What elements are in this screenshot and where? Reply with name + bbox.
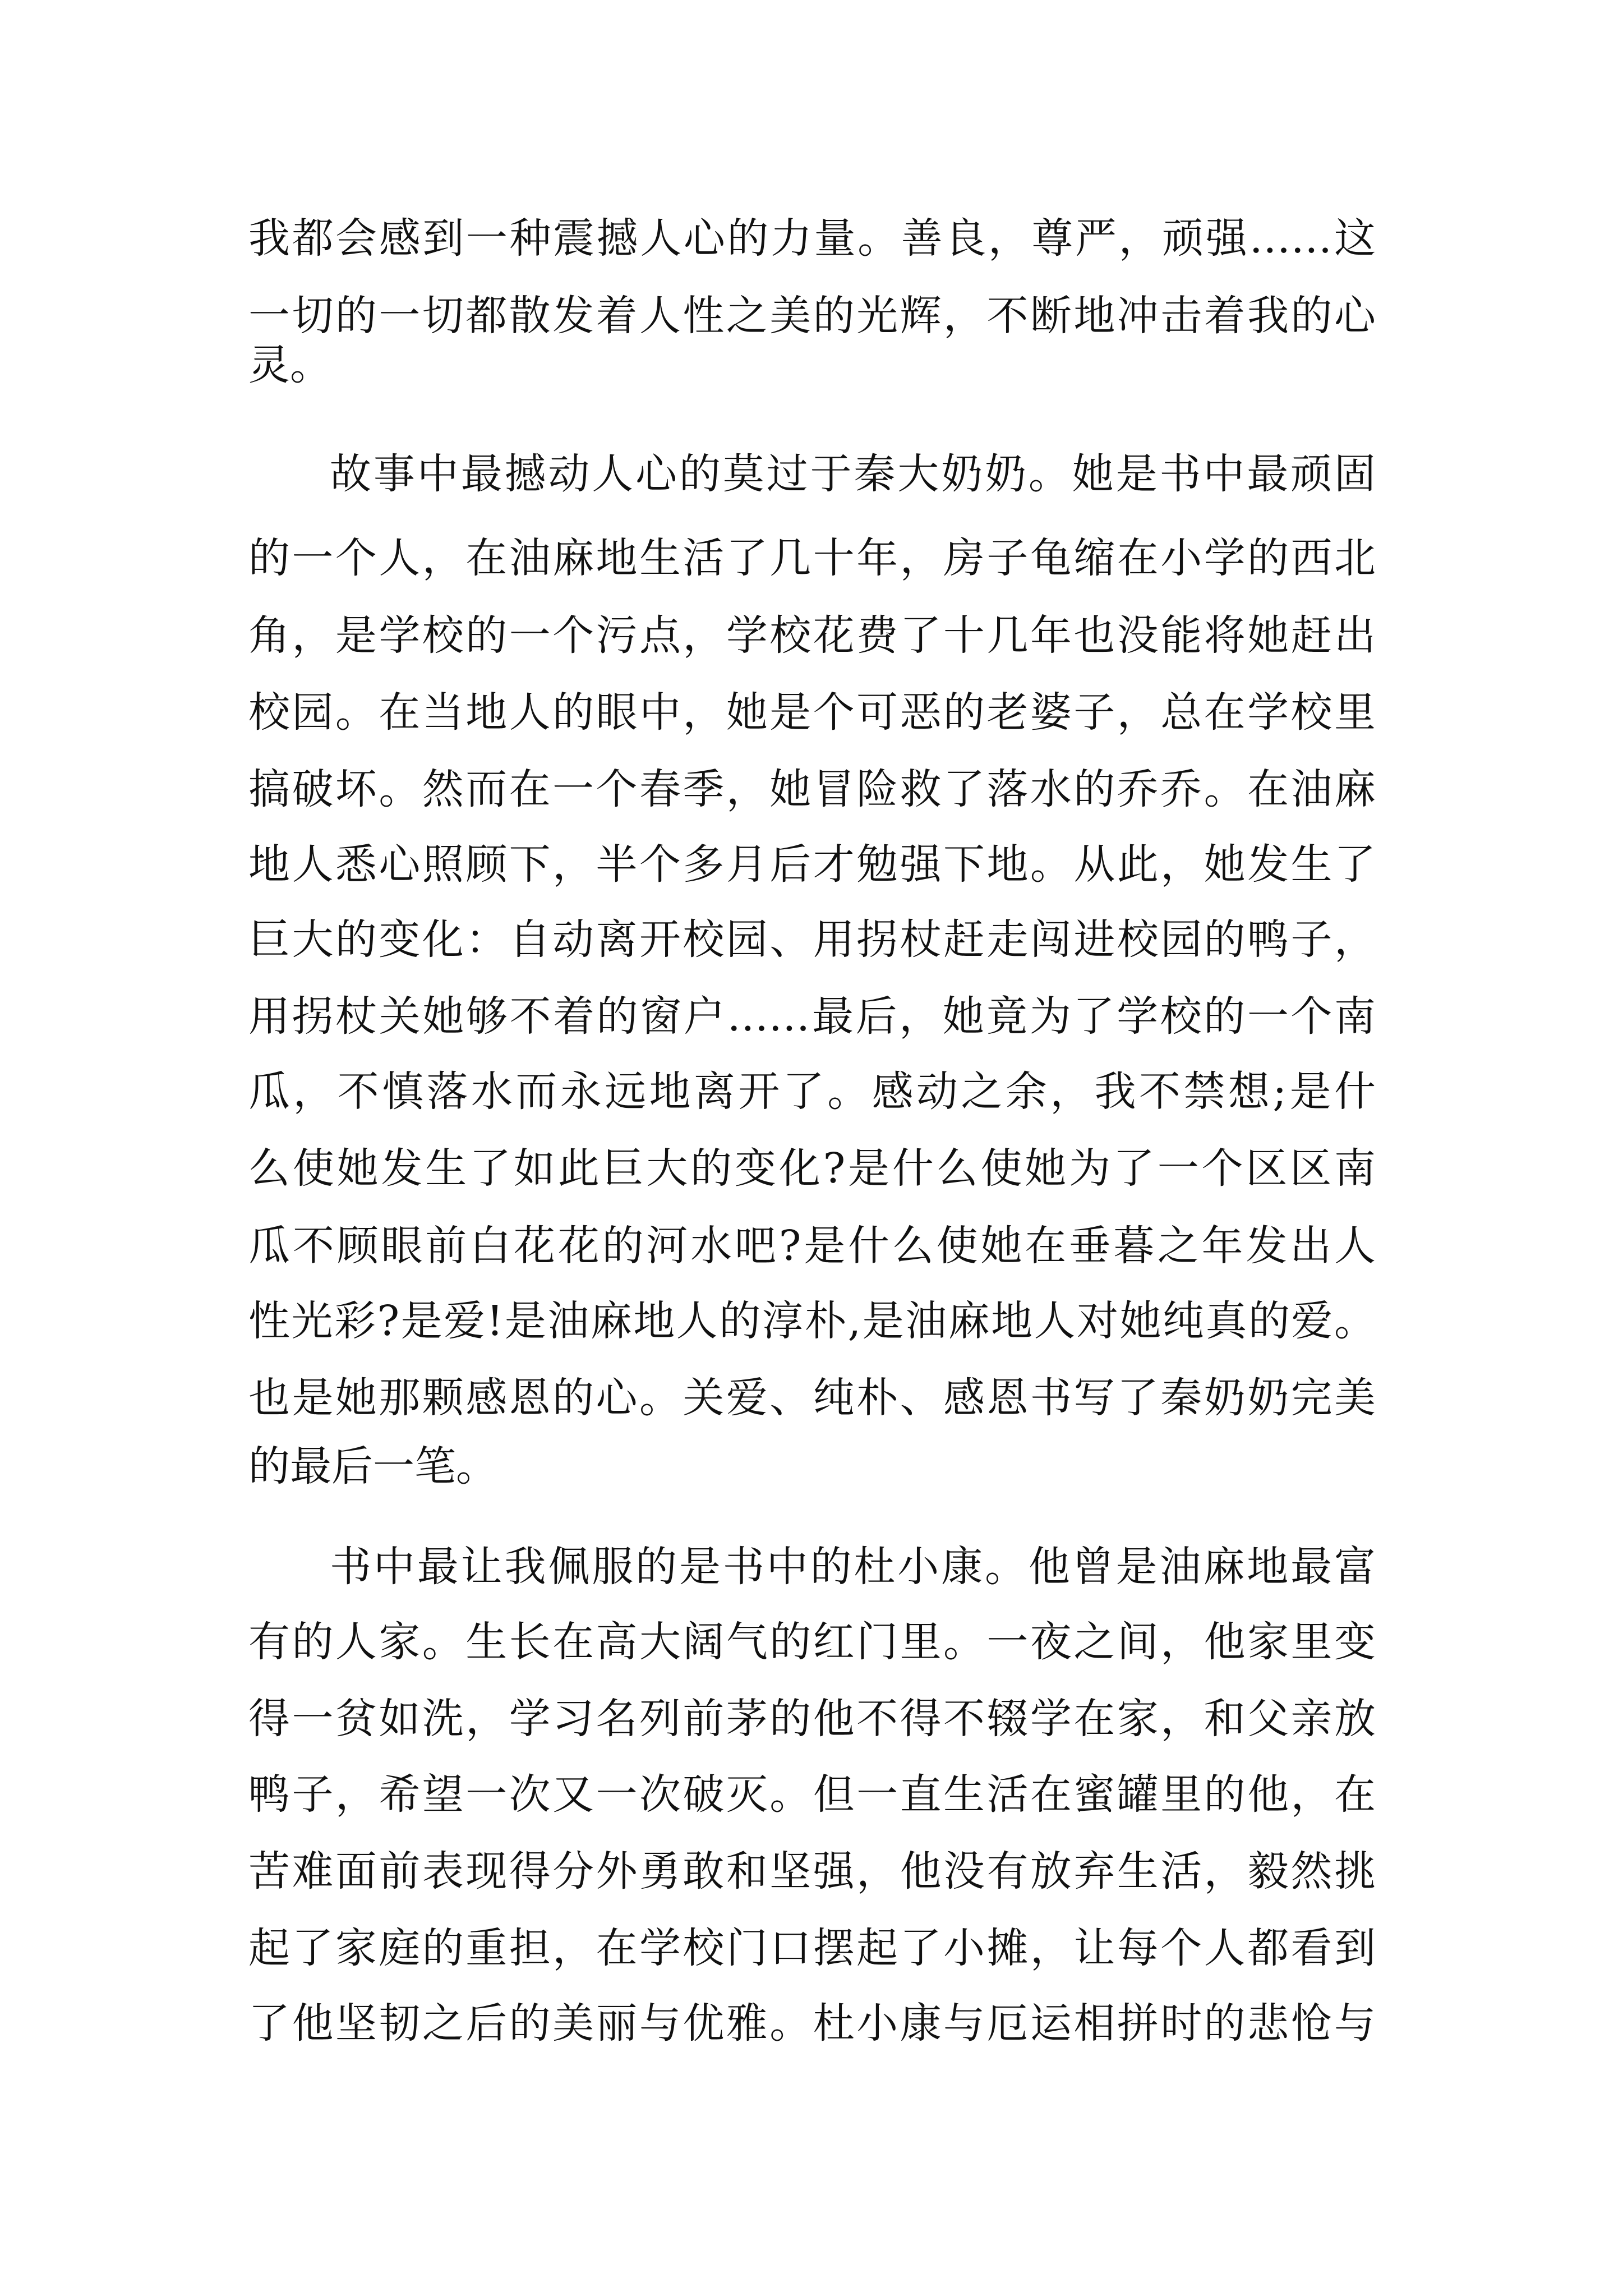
text-line: 得一贫如洗，学习名列前茅的他不得不辍学在家，和父亲放 — [248, 1695, 1376, 1743]
text-line: 有的人家。生长在高大阔气的红门里。一夜之间，他家里变 — [248, 1618, 1376, 1666]
text-line: 么使她发生了如此巨大的变化?是什么使她为了一个区区南 — [248, 1144, 1376, 1193]
text-line: 用拐杖关她够不着的窗户……最后，她竟为了学校的一个南 — [248, 992, 1376, 1041]
text-line: 瓜，不慎落水而永远地离开了。感动之余，我不禁想;是什 — [248, 1068, 1376, 1116]
text-line: 性光彩?是爱!是油麻地人的淳朴,是油麻地人对她纯真的爱。 — [248, 1297, 1376, 1345]
text-line: 校园。在当地人的眼中，她是个可恶的老婆子，总在学校里 — [248, 688, 1376, 737]
text-line: 灵。 — [248, 341, 331, 389]
text-line: 角，是学校的一个污点，学校花费了十几年也没能将她赶出 — [248, 611, 1376, 660]
text-line: 我都会感到一种震撼人心的力量。善良，尊严，顽强……这 — [248, 214, 1376, 263]
text-line: 故事中最撼动人心的莫过于秦大奶奶。她是书中最顽固 — [330, 450, 1376, 498]
text-line: 巨大的变化：自动离开校园、用拐杖赶走闯进校园的鸭子， — [248, 915, 1376, 964]
text-line: 起了家庭的重担，在学校门口摆起了小摊，让每个人都看到 — [248, 1924, 1376, 1972]
text-line: 了他坚韧之后的美丽与优雅。杜小康与厄运相拼时的悲怆与 — [248, 1999, 1376, 2047]
text-line: 的一个人，在油麻地生活了几十年，房子龟缩在小学的西北 — [248, 534, 1376, 582]
text-line: 搞破坏。然而在一个春季，她冒险救了落水的乔乔。在油麻 — [248, 765, 1376, 813]
text-line: 的最后一笔。 — [248, 1442, 497, 1490]
text-line: 鸭子，希望一次又一次破灭。但一直生活在蜜罐里的他，在 — [248, 1770, 1376, 1819]
text-line: 书中最让我佩服的是书中的杜小康。他曾是油麻地最富 — [330, 1543, 1376, 1591]
text-line: 一切的一切都散发着人性之美的光辉，不断地冲击着我的心 — [248, 292, 1376, 340]
text-line: 地人悉心照顾下，半个多月后才勉强下地。从此，她发生了 — [248, 840, 1376, 889]
text-line: 也是她那颗感恩的心。关爱、纯朴、感恩书写了秦奶奶完美 — [248, 1374, 1376, 1422]
text-line: 瓜不顾眼前白花花的河水吧?是什么使她在垂暮之年发出人 — [248, 1222, 1376, 1270]
text-line: 苦难面前表现得分外勇敢和坚强，他没有放弃生活，毅然挑 — [248, 1847, 1376, 1895]
